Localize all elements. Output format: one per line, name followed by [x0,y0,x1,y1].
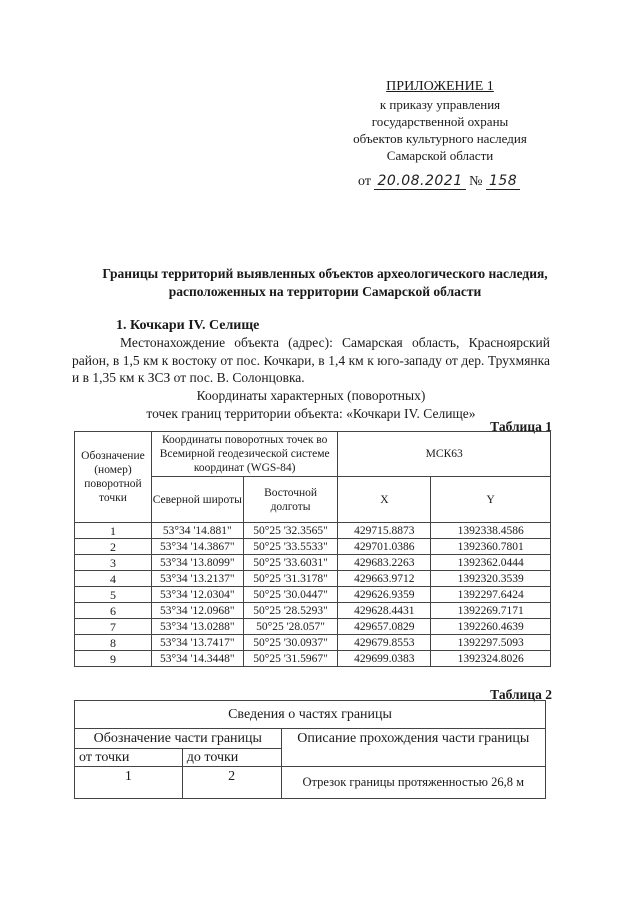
cell-lat: 53°34 '13.7417" [151,635,243,651]
cell-point: 8 [75,635,152,651]
cell-point: 3 [75,555,152,571]
appendix-heading: ПРИЛОЖЕНИЕ 1 [386,79,494,94]
cell-point: 1 [75,523,152,539]
title-line: расположенных на территории Самарской области [168,284,482,299]
cell-lon: 50°25 '30.0447" [243,587,338,603]
cell-lat: 53°34 '14.881" [151,523,243,539]
header-point: Обозначение (номер) поворотной точки [75,432,152,523]
cell-y: 1392338.4586 [431,523,551,539]
cell-from: 1 [75,767,183,799]
table2-title: Сведения о частях границы [75,701,546,729]
table-row [75,603,551,619]
header-msk: МСК63 [338,432,551,477]
cell-x: 429626.9359 [338,587,431,603]
cell-lon: 50°25 '31.3178" [243,571,338,587]
table-row [75,767,546,799]
appendix-block [330,78,550,164]
cell-point: 2 [75,539,152,555]
cell-x: 429701.0386 [338,539,431,555]
cell-lon: 50°25 '32.3565" [243,523,338,539]
header-part: Обозначение части границы [75,729,282,749]
title-line: Границы территорий выявленных объектов археологического наследия, [102,266,548,281]
cell-y: 1392269.7171 [431,603,551,619]
cell-y: 1392320.3539 [431,571,551,587]
cell-y: 1392297.6424 [431,587,551,603]
cell-point: 4 [75,571,152,587]
table-row [75,539,551,555]
table-row [75,555,551,571]
order-prefix: от [358,174,371,189]
cell-point: 6 [75,603,152,619]
cell-lat: 53°34 '14.3867" [151,539,243,555]
table1-caption: Таблица 1 [490,419,552,434]
cell-x: 429683.2263 [338,555,431,571]
cell-lat: 53°34 '13.8099" [151,555,243,571]
table-row [75,523,551,539]
appendix-line: объектов культурного наследия [353,131,527,146]
table-header-row [75,701,546,729]
cell-point: 9 [75,651,152,667]
table-row [75,651,551,667]
cell-lat: 53°34 '13.2137" [151,571,243,587]
cell-description: Отрезок границы протяженностью 26,8 м [281,767,545,799]
cell-y: 1392260.4639 [431,619,551,635]
header-y: Y [431,477,551,523]
table-header-row [75,729,546,749]
table-row [75,571,551,587]
table-header-row [75,432,551,477]
header-lon: Восточной долготы [243,477,338,523]
cell-lon: 50°25 '31.5967" [243,651,338,667]
cell-y: 1392362.0444 [431,555,551,571]
header-wgs: Координаты поворотных точек во Всемирной геодезической системе координат (WGS-84) [151,432,338,477]
document-title [70,265,580,301]
cell-y: 1392360.7801 [431,539,551,555]
coordinates-caption [72,387,550,423]
order-line [358,173,520,190]
cell-x: 429663.9712 [338,571,431,587]
coordinates-caption-line: точек границ территории объекта: «Кочкари IV. Селище» [146,406,476,421]
cell-point: 7 [75,619,152,635]
cell-lat: 53°34 '12.0304" [151,587,243,603]
cell-lon: 50°25 '28.5293" [243,603,338,619]
location-paragraph: Местонахождение объекта (адрес): Самарская область, Красноярский район, в 1,5 км к востоку от пос. Кочкари, в 1,4 км к юго-западу от дер. Трухмянка и в 1,35 км к ЗСЗ от пос. В. Солонцовка. [72,335,550,385]
cell-lat: 53°34 '12.0968" [151,603,243,619]
appendix-line: к приказу управления [379,97,501,112]
header-x: X [338,477,431,523]
order-number: 158 [486,173,520,190]
section-heading: 1. Кочкари IV. Селище [116,318,260,333]
cell-lat: 53°34 '13.0288" [151,619,243,635]
cell-x: 429715.8873 [338,523,431,539]
table-row [75,587,551,603]
cell-point: 5 [75,587,152,603]
coordinates-caption-line: Координаты характерных (поворотных) [196,388,426,403]
header-from: от точки [75,749,183,767]
cell-to: 2 [182,767,281,799]
cell-y: 1392324.8026 [431,651,551,667]
cell-lon: 50°25 '33.6031" [243,555,338,571]
cell-lon: 50°25 '28.057" [243,619,338,635]
table2-caption: Таблица 2 [490,687,552,702]
cell-lon: 50°25 '33.5533" [243,539,338,555]
header-to: до точки [182,749,281,767]
appendix-line: государственной охраны [371,114,509,129]
table-row [75,635,551,651]
order-date: 20.08.2021 [374,173,465,190]
boundary-parts-table [74,700,546,799]
cell-x: 429657.0829 [338,619,431,635]
cell-x: 429628.4431 [338,603,431,619]
order-number-label: № [469,174,483,189]
cell-lat: 53°34 '14.3448" [151,651,243,667]
appendix-line: Самарской области [386,148,494,163]
coordinates-table [74,431,551,667]
cell-lon: 50°25 '30.0937" [243,635,338,651]
table-row [75,619,551,635]
header-lat: Северной широты [151,477,243,523]
cell-x: 429699.0383 [338,651,431,667]
cell-x: 429679.8553 [338,635,431,651]
cell-y: 1392297.5093 [431,635,551,651]
header-description: Описание прохождения части границы [281,729,545,767]
